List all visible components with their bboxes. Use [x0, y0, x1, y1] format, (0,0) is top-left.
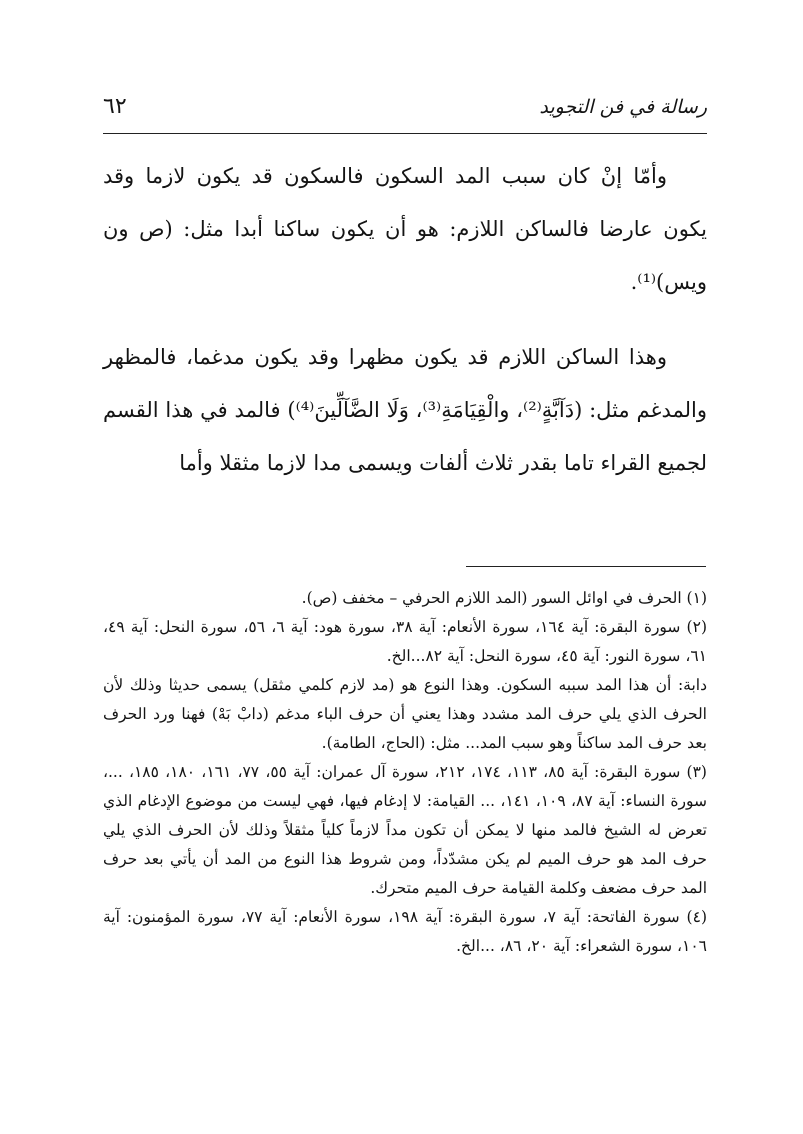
- header-rule: [103, 133, 707, 134]
- main-text: [103, 150, 707, 490]
- footnote: دابة: أن هذا المد سببه السكون. وهذا النوع هو (مد لازم كلمي مثقل) يسمى حديثا وذلك لأن الحرف الذي يلي حرف المد مشدد وهذا يعني أن حرف الباء مدغم (دابْ بَهْ) فهنا ورد الحرف بعد حرف المد ساكناً وهو سبب المد... مثل: (الحاج، الطامة).: [103, 676, 707, 752]
- running-header: [103, 92, 707, 136]
- footnote: (١) الحرف في اوائل السور (المد اللازم الحرفي – مخفف (ص).: [301, 589, 707, 607]
- footnote-separator: [466, 566, 706, 567]
- footnote: (٢) سورة البقرة: آية ١٦٤، سورة الأنعام: آية ٣٨، سورة هود: آية ٦، ٥٦، سورة النحل: آية ٤٩، ٦١، سورة النور: آية ٤٥، سورة النحل: آية ٨٢...الخ.: [103, 618, 707, 665]
- footnote: (٣) سورة البقرة: آية ٨٥، ١١٣، ١٧٤، ٢١٢، سورة آل عمران: آية ٥٥، ٧٧، ١٦١، ١٨٠، ١٨٥، ...، سورة النساء: آية ٨٧، ١٠٩، ١٤١، ... القيامة: لا إدغام فيها، فهي ليست من موضوع الإدغام الذي تعرض له الشيخ فالمد منها لا يمكن أن تكون مداً لازماً كلياً مثقلاً وذلك لأن الحرف الذي يلي حرف المد هو حرف الميم لم يكن مشدّداً، ومن شروط هذا النوع من المد أن يأتي بعد حرف المد حرف مضعف وكلمة القيامة حرف الميم متحرك.: [103, 763, 707, 897]
- body-paragraph: وهذا الساكن اللازم قد يكون مظهرا وقد يكون مدغما، فالمظهر والمدغم مثل: (دَآبَّةٍ⁽²⁾، والْقِيَامَةِ⁽³⁾، وَلَا الضَّآلِّينَ⁽⁴⁾) فالمد في هذا القسم لجميع القراء تاما بقدر ثلاث ألفات ويسمى مدا لازما مثقلا وأما: [103, 345, 707, 475]
- body-paragraph: وأمّا إنْ كان سبب المد السكون فالسكون قد يكون لازما وقد يكون عارضا فالساكن اللازم: هو أن يكون ساكنا أبدا مثل: (ص ون ويس)⁽¹⁾.: [103, 164, 707, 294]
- page-number: ٦٢: [103, 94, 127, 119]
- running-title: رسالة في فن التجويد: [539, 96, 707, 118]
- footnotes: [103, 584, 707, 961]
- footnote: (٤) سورة الفاتحة: آية ٧، سورة البقرة: آية ١٩٨، سورة الأنعام: آية ٧٧، سورة المؤمنون: آية ١٠٦، سورة الشعراء: آية ٢٠، ٨٦، ...الخ.: [103, 908, 707, 955]
